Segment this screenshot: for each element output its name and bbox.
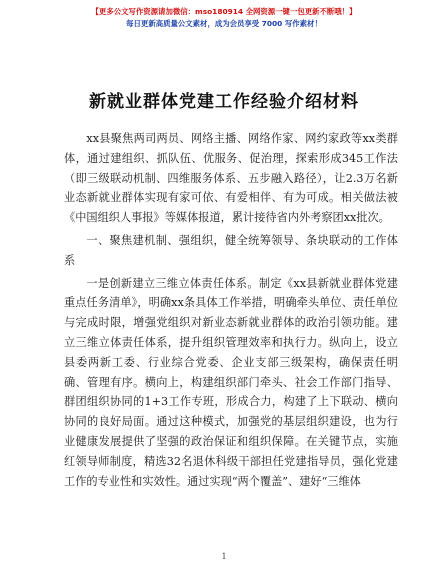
page-number: 1 bbox=[221, 552, 227, 561]
promo-banner-line-2: 每日更新高质量公文素材，成为会员享受 7000 写作素材！ bbox=[126, 19, 322, 28]
intro-paragraph: xx县聚焦两司两员、网络主播、网络作家、网约家政等xx类群体，通过建组织、抓队伍、优服务、促治理，探索形成345工作法（即三级联动机制、四维服务体系、五步融入路径），让2.3万名新业态新就业群体实现有家可依、有爱相伴、有为可成。相关做法被《中国组织人事报》等媒体报道，累计接待省内外考察团xx批次。 bbox=[64, 132, 398, 225]
document-body bbox=[64, 129, 398, 491]
section-heading-1: 一、聚焦建机制、强组织，健全统筹领导、条块联动的工作体系 bbox=[64, 233, 398, 267]
body-paragraph-1: 一是创新建立三维立体责任体系。制定《xx县新就业群体党建重点任务清单》，明确xx条具体工作举措，明确牵头单位、责任单位与完成时限，增强党组织对新业态新就业群体的政治引领功能。建立三维立体责任体系，提升组织管理效率和执行力。纵向上，设立县委两新工委、行业综合党委、企业支部三级架构，确保责任明确、管理有序。横向上，构建组织部门牵头、社会工作部门指导、群团组织协同的1+3工作专班，形成合力，构建了上下联动、横向协同的良好局面。通过这种模式，加强党的基层组织建设，也为行业健康发展提供了坚强的政治保证和组织保障。在关键节点，实施红领导师制度，精选32名退休科级干部担任党建指导员，强化党建工作的专业性和实效性。通过实现“两个覆盖”、建好“三维体 bbox=[64, 276, 398, 488]
promo-banner-line-1: 【更多公文写作资源请加微信：mso180914 全网资源一键一包更新不断哦！】 bbox=[91, 7, 357, 16]
document-title: 新就业群体党建工作经验介绍材料 bbox=[89, 92, 359, 112]
promo-banner bbox=[0, 6, 448, 30]
